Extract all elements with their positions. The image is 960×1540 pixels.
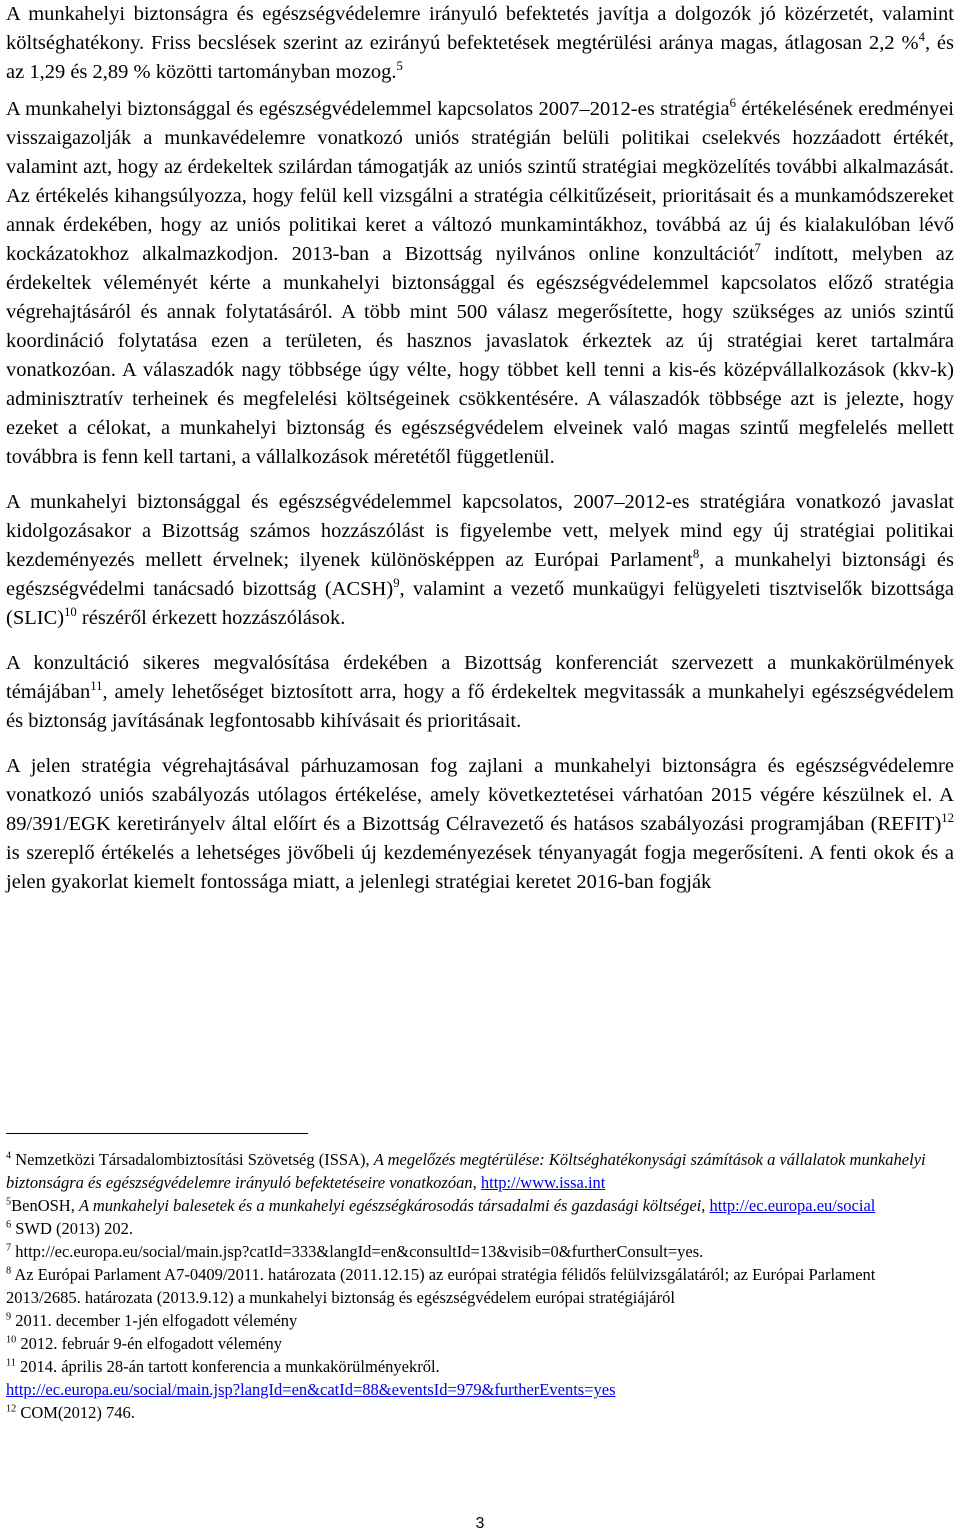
footnotes bbox=[6, 1148, 954, 1424]
footnote-number: 11 bbox=[6, 1357, 16, 1369]
footnote-number: 12 bbox=[6, 1403, 17, 1415]
footnote-text: Nemzetközi Társadalombiztosítási Szövetség (ISSA), bbox=[11, 1150, 374, 1169]
footnote-9 bbox=[6, 1309, 954, 1332]
document-page bbox=[6, 0, 954, 1422]
paragraph-text: indított, melyben az érdekeltek véleményét kérte a munkahelyi biztonsággal és egészségvédelemmel kapcsolatos előző stratégia végrehajtásáról és annak folytatásáról. A több mint 500 válasz megerősítette, hogy szükséges az uniós szintű koordináció folytatása ezen a területen, és hasznos javaslatok érkeztek az új stratégiai keret tartalmára vonatkozóan. A válaszadók nagy többsége úgy vélte, hogy többet kell tenni a kis-és középvállalkozások (kkv-k) adminisztratív terheinek és megfelelési költségeinek csökkentésére. A válaszadók többsége azt is jelezte, hogy ezeket a célokat, a munkahelyi biztonság és egészségvédelem elveinek való magas szintű megfelelés mellett továbbra is fenn kell tartani, a vállalkozások méretétől függetlenül. bbox=[6, 243, 954, 468]
footnote-number: 4 bbox=[6, 1150, 12, 1162]
paragraph-text: , és az 1,29 és 2,89 % közötti tartományban mozog. bbox=[6, 32, 954, 83]
footnote-ref-5[interactable]: 5 bbox=[396, 59, 403, 74]
footnote-11 bbox=[6, 1355, 954, 1401]
paragraph-text: A munkahelyi biztonságra és egészségvédelemre irányuló befektetés javítja a dolgozók jó közérzetét, valamint költséghatékony. Friss becslések szerint az ezirányú befektetések megtérülési aránya magas, átlagosan 2,2 % bbox=[6, 3, 954, 54]
paragraph-text: részéről érkezett hozzászólások. bbox=[76, 607, 346, 629]
footnote-text: http://ec.europa.eu/social/main.jsp?catId=333&langId=en&consultId=13&visib=0&furtherConsult=yes. bbox=[11, 1242, 704, 1261]
footnote-7 bbox=[6, 1240, 954, 1263]
footnote-link[interactable]: http://www.issa.int bbox=[480, 1173, 606, 1192]
footnote-ref-9[interactable]: 9 bbox=[393, 576, 400, 591]
footnote-text: Az Európai Parlament A7-0409/2011. határozata (2011.12.15) az európai stratégia félidős felülvizsgálatáról; az Európai Parlament 2013/2685. határozata (2013.9.12) a munkahelyi biztonság és egészségvédelem európai stratégiájáról bbox=[6, 1265, 876, 1307]
footnote-text: SWD (2013) 202. bbox=[11, 1219, 134, 1238]
footnote-ref-12[interactable]: 12 bbox=[941, 811, 954, 826]
footnote-number: 5 bbox=[6, 1196, 12, 1208]
footnote-number: 10 bbox=[6, 1334, 17, 1346]
footnote-separator bbox=[6, 1133, 308, 1134]
paragraph-text: , amely lehetőséget biztosított arra, hogy a fő érdekeltek megvitassák a munkahelyi egészségvédelem és biztonság javításának legfontosabb kihívásait és prioritásait. bbox=[6, 681, 954, 732]
paragraph-text: értékelésének eredményei visszaigazolják a munkavédelemre vonatkozó uniós stratégián belüli politikai cselekvés hozzáadott értékét, valamint azt, hogy az érdekeltek szilárdan támogatják az uniós szintű stratégiai megközelítés további alkalmazását. Az értékelés kihangsúlyozza, hogy felül kell vizsgálni a stratégia célkitűzéseit, prioritásait és a munkamódszereket annak érdekében, hogy az uniós politikai keret a változó munkamintákhoz, továbbá az új és kialakulóban lévő kockázatokhoz alkalmazkodjon. 2013-ban a Bizottság nyilvános online konzultációt bbox=[6, 98, 954, 265]
footnote-8 bbox=[6, 1263, 954, 1309]
footnote-12 bbox=[6, 1401, 954, 1424]
footnote-ref-10[interactable]: 10 bbox=[64, 605, 77, 620]
footnote-ref-11[interactable]: 11 bbox=[90, 679, 103, 694]
footnote-text: 2014. április 28-án tartott konferencia a munkakörülményekről. bbox=[15, 1357, 440, 1376]
footnote-4 bbox=[6, 1148, 954, 1194]
paragraph-text: is szereplő értékelés a lehetséges jövőbeli új kezdeményezések tényanyagát fogja megerősíteni. A fenti okok és a jelen gyakorlat kiemelt fontossága miatt, a jelenlegi stratégiai keretet 2016-ban fogják bbox=[6, 842, 954, 893]
footnote-number: 8 bbox=[6, 1265, 12, 1277]
footnote-link[interactable]: http://ec.europa.eu/social bbox=[709, 1196, 876, 1215]
paragraph-4 bbox=[6, 649, 954, 736]
paragraph-text: A konzultáció sikeres megvalósítása érdekében a Bizottság konferenciát szervezett a munkakörülmények témájában bbox=[6, 652, 954, 703]
footnote-text: COM(2012) 746. bbox=[16, 1403, 135, 1422]
footnote-text: 2012. február 9-én elfogadott vélemény bbox=[16, 1334, 282, 1353]
paragraph-text: A jelen stratégia végrehajtásával párhuzamosan fog zajlani a munkahelyi biztonságra és egészségvédelemre vonatkozó uniós szabályozás utólagos értékelése, amely következtetései várhatóan 2015 végére készülnek el. A 89/391/EGK keretirányelv által előírt és a Bizottság Célravezető és hatásos szabályozási programjában (REFIT) bbox=[6, 755, 954, 835]
page-number: 3 bbox=[475, 1515, 485, 1532]
footnote-ref-4[interactable]: 4 bbox=[918, 30, 925, 45]
footnote-5 bbox=[6, 1194, 954, 1217]
footnote-link[interactable]: http://ec.europa.eu/social/main.jsp?langId=en&catId=88&eventsId=979&furtherEvents=yes bbox=[6, 1380, 616, 1399]
footnote-6 bbox=[6, 1217, 954, 1240]
footnote-ref-7[interactable]: 7 bbox=[754, 241, 761, 256]
footnote-10 bbox=[6, 1332, 954, 1355]
paragraph-text: , a munkahelyi biztonsági és egészségvédelmi tanácsadó bizottság (ACSH) bbox=[6, 549, 954, 600]
paragraph-2 bbox=[6, 95, 954, 472]
paragraph-3 bbox=[6, 488, 954, 633]
footnote-number: 9 bbox=[6, 1311, 12, 1323]
footnote-ref-6[interactable]: 6 bbox=[729, 96, 736, 111]
paragraph-1 bbox=[6, 0, 954, 87]
footnote-title: A megelőzés megtérülése: Költséghatékonysági számítások a vállalatok munkahelyi biztonságra és egészségvédelemre irányuló befektetéseire vonatkozóan, bbox=[6, 1150, 926, 1192]
footnote-text: 2011. december 1-jén elfogadott vélemény bbox=[11, 1311, 298, 1330]
footnote-number: 6 bbox=[6, 1219, 12, 1231]
footnote-text: BenOSH, bbox=[11, 1196, 79, 1215]
footnote-ref-8[interactable]: 8 bbox=[692, 547, 700, 562]
paragraph-text: A munkahelyi biztonsággal és egészségvédelemmel kapcsolatos 2007–2012-es stratégia bbox=[6, 98, 730, 120]
footnote-number: 7 bbox=[6, 1242, 12, 1254]
footnote-title: A munkahelyi balesetek és a munkahelyi egészségkárosodás társadalmi és gazdasági költségei, bbox=[78, 1196, 706, 1215]
paragraph-text: A munkahelyi biztonsággal és egészségvédelemmel kapcsolatos, 2007–2012-es stratégiára vonatkozó javaslat kidolgozásakor a Bizottság számos hozzászólást is figyelembe vett, melyek mind egy új stratégiai politikai kezdeményezés mellett érvelnek; ilyenek különösképpen az Európai Parlament bbox=[6, 491, 954, 571]
paragraph-5 bbox=[6, 752, 954, 897]
paragraph-text: , valamint a vezető munkaügyi felügyeleti tisztviselők bizottsága (SLIC) bbox=[6, 578, 954, 629]
